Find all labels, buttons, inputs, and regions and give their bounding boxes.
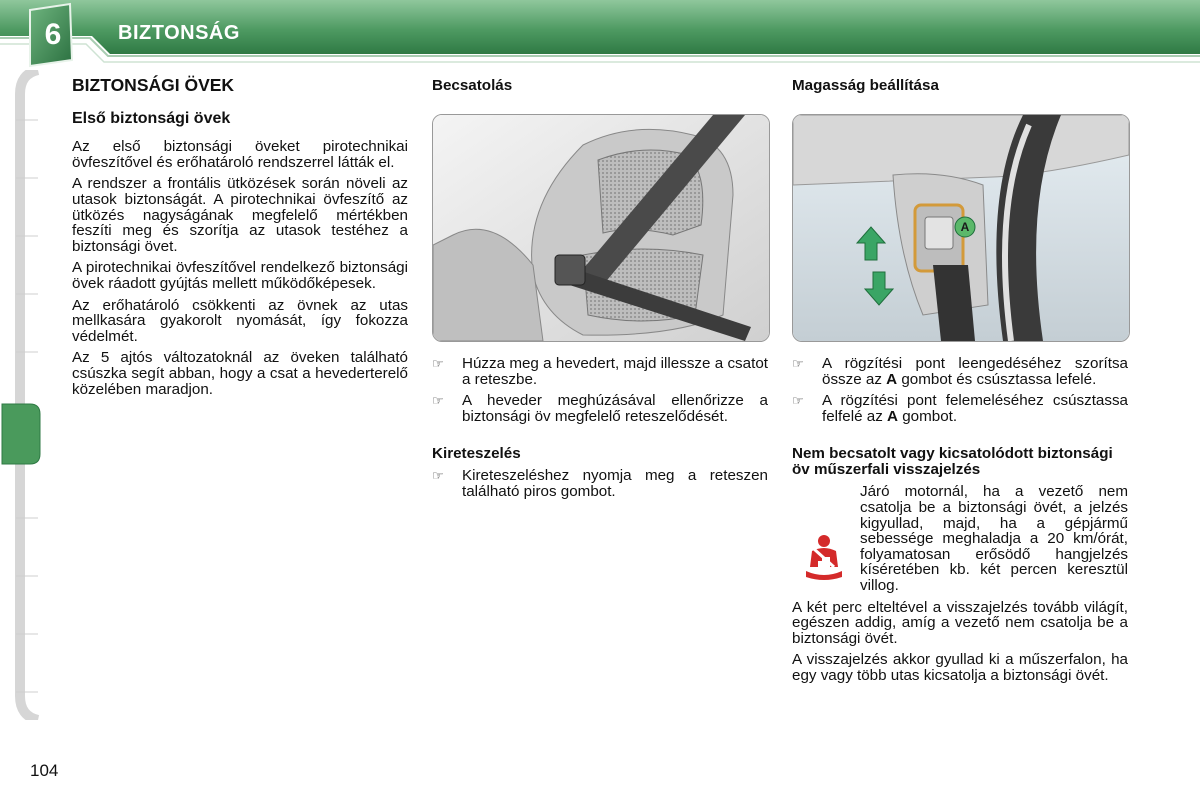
instruction-item: ☞ A rögzítési pont felemeléséhez csúsztassa felfelé az A gombot. xyxy=(792,392,1128,425)
paragraph: A rendszer a frontális ütközések során növeli az utasok biztonságát. A pirotechnikai övfeszítő az ütközés nagyságának megfelelő mértékben feszíti meg és szorítja az utasok testéhez a biztonsági övet. xyxy=(72,175,408,255)
instruction-item: ☞ Húzza meg a hevedert, majd illessze a csatot a reteszbe. xyxy=(432,355,768,388)
column-buckle-heading xyxy=(432,78,768,118)
page-number: 104 xyxy=(30,761,59,780)
pointing-hand-icon: ☞ xyxy=(432,468,444,484)
paragraph: Az erőhatároló csökkenti az övnek az utas mellkasára gyakorolt nyomását, így fokozza védelmét. xyxy=(72,296,408,345)
column-height-heading xyxy=(792,78,1128,118)
instruction-item: ☞ A rögzítési pont leengedéséhez szorítsa össze az A gombot és csúsztassa lefelé. xyxy=(792,355,1128,388)
unbuckling-heading: Kireteszelés xyxy=(432,445,521,463)
paragraph: Az első biztonsági öveket pirotechnikai övfeszítővel és erőhatároló rendszerrel látták el. xyxy=(72,138,408,171)
warning-light-heading: Nem becsatolt vagy kicsatolódott biztonsági öv műszerfali visszajelzés xyxy=(792,445,1113,479)
column-buckle-text xyxy=(432,356,768,506)
height-adjustment-illustration xyxy=(792,114,1130,342)
instruction-item: ☞ A heveder meghúzásával ellenőrizze a biztonsági öv megfelelő reteszelődését. xyxy=(432,392,768,425)
section-title: BIZTONSÁGI ÖVEK xyxy=(72,75,235,95)
chapter-sidebar xyxy=(0,70,44,720)
paragraph: A visszajelzés akkor gyullad ki a műszerfalon, ha egy vagy több utas kicsatolja a biztonsági övét. xyxy=(792,651,1128,684)
pointing-hand-icon: ☞ xyxy=(792,393,804,409)
chapter-number: 6 xyxy=(44,18,62,51)
paragraph: A pirotechnikai övfeszítővel rendelkező biztonsági övek ráadott gyújtás mellett működőképesek. xyxy=(72,259,408,292)
column-height-text xyxy=(792,356,1128,690)
subsection-title: Első biztonsági övek xyxy=(72,109,231,127)
instruction-item: ☞ Kireteszeléshez nyomja meg a reteszen található piros gombot. xyxy=(432,467,768,500)
pointing-hand-icon: ☞ xyxy=(792,356,804,371)
button-a-label: A xyxy=(960,220,970,234)
chapter-title: BIZTONSÁG xyxy=(118,22,240,44)
height-adjust-heading: Magasság beállítása xyxy=(792,77,939,94)
buckling-heading: Becsatolás xyxy=(432,77,513,94)
paragraph: Az 5 ajtós változatoknál az öveken található csúszka segít abban, hogy a csat a hevederterelő közelében maradjon. xyxy=(72,349,408,398)
seatbelt-warning-icon xyxy=(800,533,846,581)
seat-belt-buckling-illustration xyxy=(432,114,770,342)
paragraph: A két perc elteltével a visszajelzés tovább világít, egészen addig, amíg a vezető nem csatolja be a biztonsági övét. xyxy=(792,598,1128,647)
pointing-hand-icon: ☞ xyxy=(432,393,444,409)
pointing-hand-icon: ☞ xyxy=(432,356,444,371)
column-intro xyxy=(72,75,408,403)
paragraph: Járó motornál, ha a vezető nem csatolja be a biztonsági övét, a jelzés kigyullad, majd, ha a gépjármű sebessége meghaladja a 20 km/órát, folyamatosan erősödő hangjelzés kíséretében kb. két percen keresztül villog. xyxy=(860,483,1128,594)
